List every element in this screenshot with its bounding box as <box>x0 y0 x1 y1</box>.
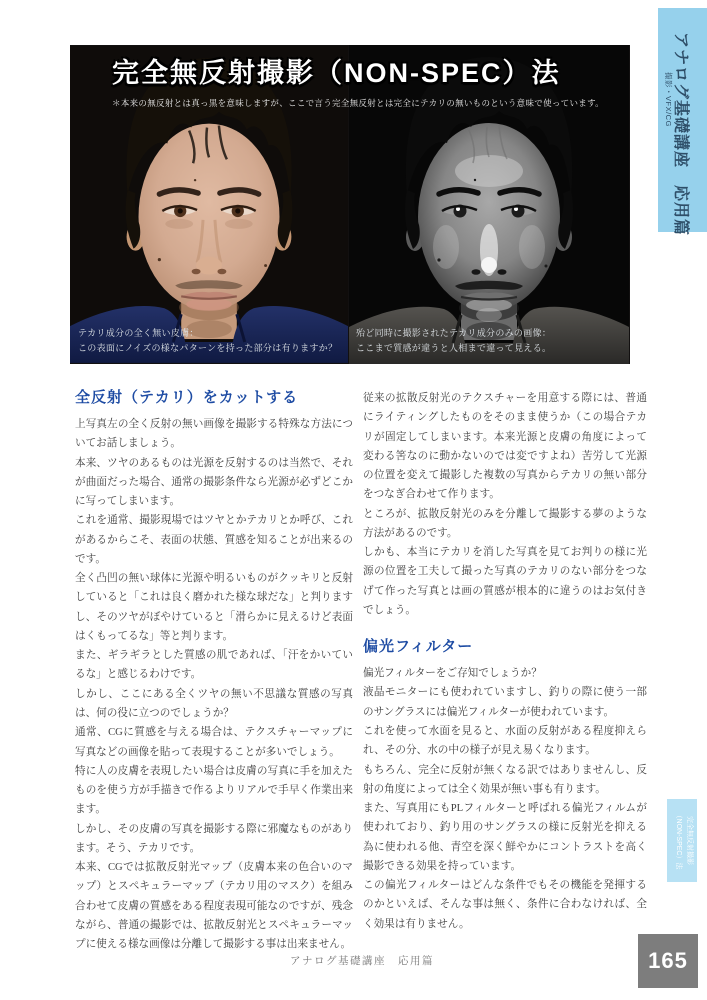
article-column-right <box>363 389 647 934</box>
section-body-cut-reflection <box>75 415 353 954</box>
paragraph: 本来、ツヤのあるものは光源を反射するのは当然で、それが曲面だった場合、通常の撮影条件なら光源が必ずどこかに写ってしまいます。 <box>75 457 353 508</box>
section-heading-polarizing-filter: 偏光フィルター <box>363 638 474 656</box>
article-title: 完全無反射撮影（NON-SPEC）法 <box>112 58 561 88</box>
paragraph: これを使って水面を見ると、水面の反射がある程度抑えられ、その分、水の中の様子が見え易くなります。 <box>363 725 647 757</box>
paragraph: また、ギラギラとした質感の肌であれば、「汗をかいているな」と感じるわけです。 <box>75 650 353 681</box>
paragraph: 従来の拡散反射光のテクスチャーを用意する際には、普通にライティングしたものをそのまま使うか（この場合テカリが固定してしまいます。本来光源と皮膚の角度によって変わる筈なのに動かないのでは変ですよね）苦労して光源の位置を変えて撮影した複数の写真からテカリの無い部分をつなぎ合わせて作ります。 <box>363 393 647 501</box>
series-title: アナログ基礎講座 応用篇 <box>672 32 689 237</box>
photo-specular-only <box>348 45 630 364</box>
page-number-box <box>638 934 698 988</box>
portrait-grayscale-illustration <box>348 45 630 364</box>
paragraph: 上写真左の全く反射の無い画像を撮影する特殊な方法についてお話しましょう。 <box>75 419 353 450</box>
series-category: 撮影・VFX/CG <box>664 72 673 127</box>
photo-caption-left: テカリ成分の全く無い皮膚： この表面にノイズの様なパターンを持った部分は有りますか？ <box>78 328 338 354</box>
paragraph: ところが、拡散反射光のみを分離して撮影する夢のような方法があるのです。 <box>363 508 647 539</box>
photo-caption-right: 殆ど同時に撮影されたテカリ成分のみの画像： ここまで質感が違うと人相まで違って見える。 <box>356 328 552 354</box>
page-number: 165 <box>648 948 688 973</box>
paragraph: 特に人の皮膚を表現したい場合は皮膚の写真に手を加えたものを使う方が手描きで作るよりリアルで手早く作業出来ます。 <box>75 765 353 816</box>
paragraph: 本来、CGでは拡散反射光マップ（皮膚本来の色合いのマップ）とスペキュラーマップ（テカリ用のマスク）を組み合わせて皮膚の質感をある程度表現可能なのですが、残念ながら、普通の撮影では、拡散反射光とスペキュラーマップに使える様な画像は分離して撮影する事は出来ません。 <box>75 862 353 951</box>
paragraph: しかし、その皮膚の写真を撮影する際に邪魔なものがあります。そう、テカリです。 <box>75 823 353 854</box>
paragraph: この偏光フィルターはどんな条件でもその機能を発揮するのかといえば、そんな事は無く、条件に合わなければ、全く効果は有りません。 <box>363 880 647 930</box>
article-column-left <box>75 386 353 954</box>
series-side-tab <box>658 8 707 237</box>
paragraph: これを通常、撮影現場ではツヤとかテカリとか呼び、これがあるからこそ、表面の状態、質感を知ることが出来るのです。 <box>75 515 353 565</box>
paragraph: 全く凸凹の無い球体に光源や明るいものがクッキリと反射していると「これは良く磨かれた様な球だな」と判りますし、そのツヤがぼやけていると「滑らかに見えるけど表面はくもってるな」等と判ります。 <box>75 573 353 642</box>
paragraph: 偏光フィルターをご存知でしょうか？ <box>363 668 542 680</box>
section-body-continued <box>363 389 647 620</box>
section-body-polarizing-filter <box>363 664 647 934</box>
footer-book-title: アナログ基礎講座 応用篇 <box>290 956 434 967</box>
portrait-color-illustration <box>70 45 348 364</box>
photo-diffuse-only <box>70 45 348 364</box>
paragraph: 通常、CGに質感を与える場合は、テクスチャーマップに写真などの画像を貼って表現することが多いでしょう。 <box>75 727 353 758</box>
chapter-side-tab <box>667 799 697 882</box>
photo-comparison-panel <box>70 45 630 364</box>
paragraph: もちろん、完全に反射が無くなる訳ではありませんし、反射の角度によっては全く効果が無い事も有ります。 <box>363 764 647 795</box>
article-title-note: ＊本来の無反射とは真っ黒を意味しますが、ここで言う完全無反射とは完全にテカリの無いものという意味で使っています。 <box>112 98 604 108</box>
chapter-tab-line2: （NON-SPEC）法 <box>674 811 682 870</box>
paragraph: また、写真用にもPLフィルターと呼ばれる偏光フィルムが使われており、釣り用のサングラスの様に反射光を抑える為に使われる他、青空を深く鮮やかにコントラストを高く撮影できる効果を持っています。 <box>363 803 647 872</box>
section-heading-cut-reflection: 全反射（テカリ）をカットする <box>75 389 299 406</box>
chapter-tab-line1: 完全無反射撮影 <box>686 816 693 865</box>
paragraph: 液晶モニターにも使われていますし、釣りの際に使う一部のサングラスには偏光フィルターが使われています。 <box>363 687 647 718</box>
paragraph: しかし、ここにある全くツヤの無い不思議な質感の写真は、何の役に立つのでしょうか？ <box>75 688 353 719</box>
paragraph: しかも、本当にテカリを消した写真を見てお判りの様に光源の位置を工夫して撮った写真のテカリのない部分をつなげて作った写真とは画の質感が根本的に違うのはお気付きでしょう。 <box>363 547 647 616</box>
